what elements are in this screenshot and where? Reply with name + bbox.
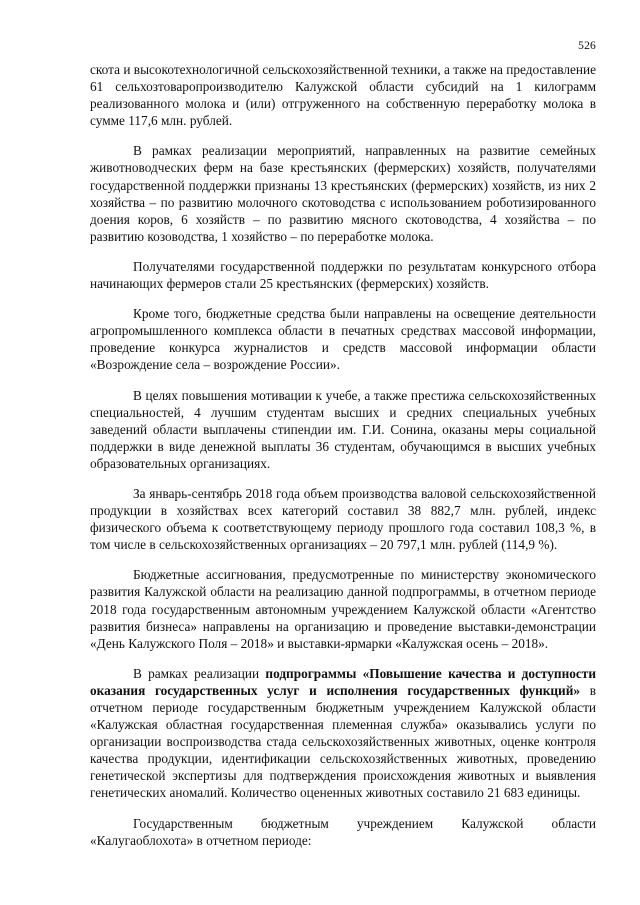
paragraph-continuation: скота и высокотехнологичной сельскохозяйственной техники, а также на предоставление 61 сельхозтоваропроизводителю Калужской области субсидий на 1 килограмм реализованного молока и (или) отгруженного на собственную переработку молока в сумме 117,6 млн. рублей. (90, 62, 596, 129)
paragraph-student-support: В целях повышения мотивации к учебе, а также престижа сельскохозяйственных специальностей, 4 лучшим студентам высших и средних специальных учебных заведений области выплачены стипендии им. Г.И. Сонина, оказаны меры социальной поддержки в виде денежной выплаты 36 студентам, обучающимся в высших учебных образовательных организациях. (90, 387, 596, 471)
subprogram-title: подпрограммы «Повышение качества и доступности оказания государственных услуг и исполнения государственных функций» (90, 665, 596, 698)
paragraph-subprogram-services (90, 665, 596, 802)
subprogram-body-text: в отчетном периоде государственным бюджетным учреждением Калужской области «Калужская областная государственная племенная служба» оказывались услуги по организации воспроизводства стада сельскохозяйственных животных, оценке контроля качества продукции, идентификации сельскохозяйственных животных, проведению генетической экспертизы для подтверждения происхождения животных и выявления генетических аномалий. Количество оцененных животных составило 21 683 единицы. (90, 682, 596, 801)
paragraph-family-farms: В рамках реализации мероприятий, направленных на развитие семейных животноводческих ферм на базе крестьянских (фермерских) хозяйств, получателями государственной поддержки признаны 13 крестьянских (фермерских) хозяйств, из них 2 хозяйства – по развитию молочного скотоводства с использованием роботизированного доения коров, 6 хозяйств – по развитию мясного скотоводства, 4 хозяйства – по развитию козоводства, 1 хозяйство – по переработке молока. (90, 143, 596, 244)
paragraph-budget-allocations: Бюджетные ассигнования, предусмотренные по министерству экономического развития Калужской области на реализацию данной подпрограммы, в отчетном периоде 2018 года государственным автономным учреждением Калужской области «Агентство развития бизнеса» направлены на организацию и проведение выставки-демонстрации «День Калужского Поля – 2018» и выставки-ярмарки «Калужская осень – 2018». (90, 567, 596, 651)
paragraph-hunting-institution: Государственным бюджетным учреждением Калужской области «Калугаоблохота» в отчетном периоде: (90, 815, 596, 848)
subprogram-intro-text: В рамках реализации (133, 665, 266, 681)
paragraph-production-volume: За январь-сентябрь 2018 года объем производства валовой сельскохозяйственной продукции в хозяйствах всех категорий составил 38 882,7 млн. рублей, индекс физического объема к соответствующему периоду прошлого года составил 108,3 %, в том числе в сельскохозяйственных организациях – 20 797,1 млн. рублей (114,9 %). (90, 485, 596, 553)
document-body (90, 61, 596, 862)
paragraph-novice-farmers: Получателями государственной поддержки по результатам конкурсного отбора начинающих фермеров стали 25 крестьянских (фермерских) хозяйств. (90, 258, 596, 292)
paragraph-media-coverage: Кроме того, бюджетные средства были направлены на освещение деятельности агропромышленного комплекса области в печатных средствах массовой информации, проведение конкурса журналистов и средств массовой информации области «Возрождение села – возрождение России». (90, 306, 596, 373)
page-number: 526 (578, 40, 596, 52)
